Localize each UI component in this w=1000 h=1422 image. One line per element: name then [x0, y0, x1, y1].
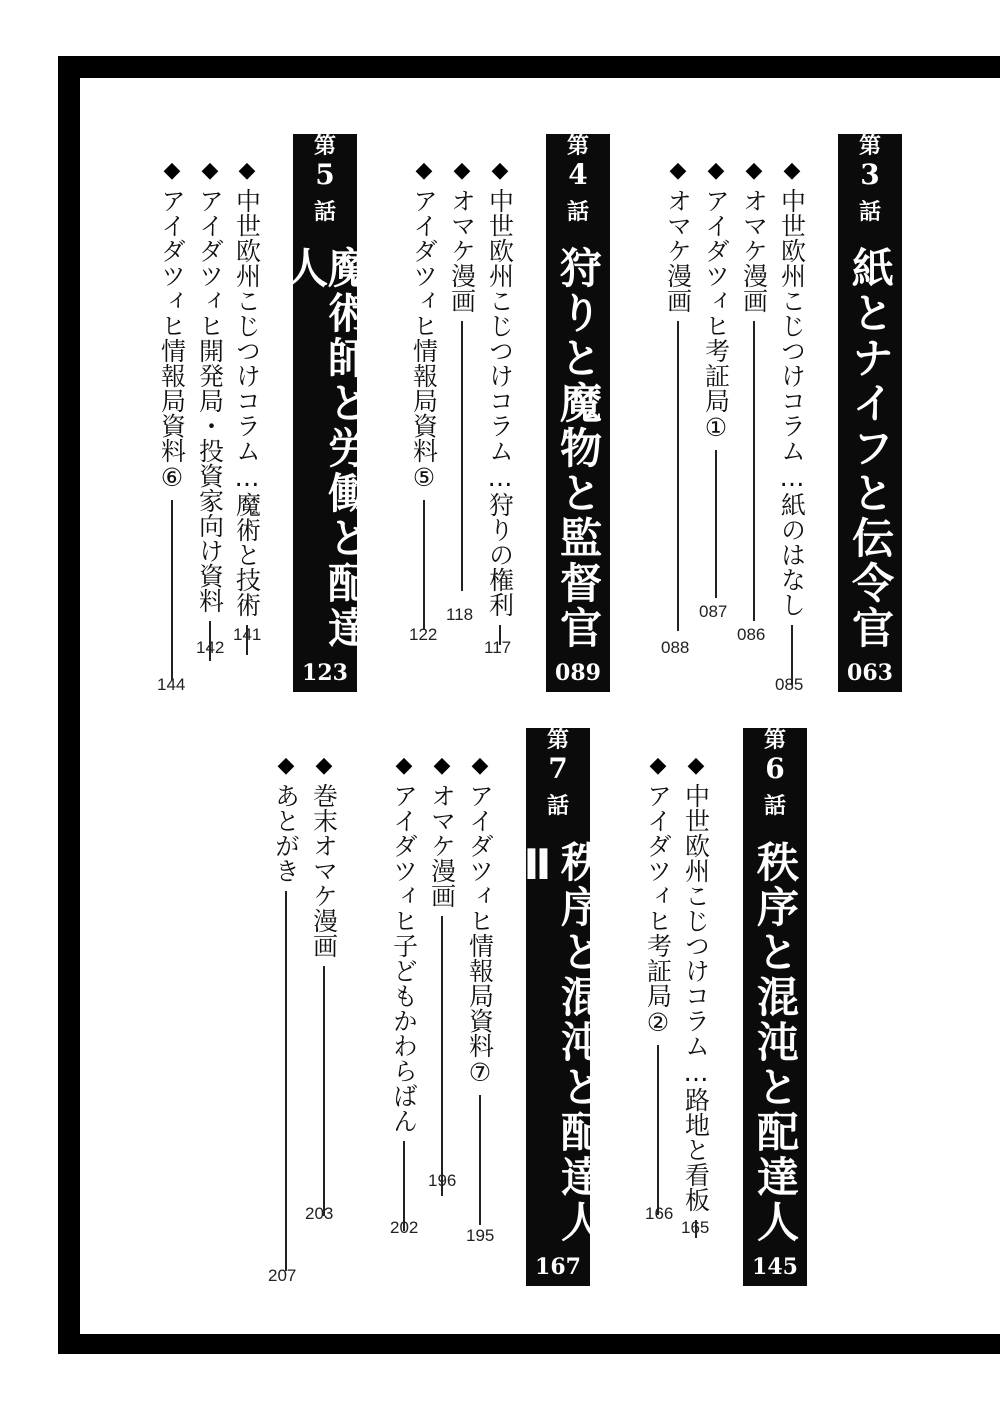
diamond-icon: ◆ [163, 158, 181, 183]
entry-label: 中世欧州こじつけコラム…狩りの権利 [485, 188, 515, 617]
diamond-icon: ◆ [471, 753, 489, 778]
entry-page: 117 [484, 638, 512, 657]
chapter-page: 089 [555, 660, 601, 686]
chapter-3-bar[interactable] [838, 134, 902, 692]
entry-page: 087 [699, 602, 728, 621]
leader-line [715, 450, 717, 598]
chapter-title: 魔術師と労働と配達人 [280, 246, 371, 651]
entry-page: 088 [661, 638, 690, 657]
entry-label: アイダツィヒ情報局資料⑤ [409, 188, 439, 492]
leader-line [323, 966, 325, 1216]
toc-entry[interactable] [155, 160, 189, 680]
chapter-page: 167 [535, 1254, 581, 1280]
diamond-icon: ◆ [669, 158, 687, 183]
chapter-title: 秩序と混沌と配達人 [751, 840, 800, 1245]
entry-page: 122 [409, 625, 438, 644]
entry-label: アイダツィヒ考証局② [643, 783, 673, 1037]
entry-label: 中世欧州こじつけコラム…魔術と技術 [232, 188, 262, 617]
entry-label: 中世欧州こじつけコラム…路地と看板 [681, 783, 711, 1212]
chapter-prefix: 第 [546, 727, 569, 753]
entry-page: 202 [390, 1218, 419, 1237]
leader-line [285, 891, 287, 1271]
toc-entry[interactable] [775, 160, 809, 685]
chapter-suffix: 話 [858, 199, 881, 225]
chapter-title: 紙とナイフと伝令官 [846, 246, 895, 651]
toc-entry[interactable] [661, 160, 695, 631]
diamond-icon: ◆ [783, 158, 801, 183]
entry-page: 086 [737, 625, 766, 644]
toc-entry[interactable] [699, 160, 733, 598]
chapter-prefix: 第 [313, 133, 336, 159]
entry-page: 141 [233, 625, 262, 644]
toc-entry[interactable] [641, 755, 675, 1215]
entry-page: 144 [157, 675, 186, 694]
toc-entry[interactable] [425, 755, 459, 1196]
diamond-icon: ◆ [395, 753, 413, 778]
chapter-5-bar[interactable] [280, 133, 371, 692]
entry-page: 207 [268, 1266, 297, 1285]
entry-label: オマケ漫画 [739, 188, 769, 313]
leader-line [171, 500, 173, 680]
entry-label: 巻末オマケ漫画 [309, 783, 339, 958]
diamond-icon: ◆ [745, 158, 763, 183]
entry-label: アイダツィヒ開発局・投資家向け資料 [195, 188, 225, 613]
diamond-icon: ◆ [649, 753, 667, 778]
diamond-icon: ◆ [453, 158, 471, 183]
chapter-7-bar[interactable] [513, 727, 604, 1286]
entry-page: 196 [428, 1171, 457, 1190]
toc-entry[interactable] [679, 755, 713, 1238]
diamond-icon: ◆ [277, 753, 295, 778]
entry-label: オマケ漫画 [447, 188, 477, 313]
entry-page: 203 [305, 1204, 334, 1223]
entry-label: アイダツィヒ考証局① [701, 188, 731, 442]
chapter-page: 145 [752, 1254, 798, 1280]
toc-entry[interactable] [407, 160, 441, 630]
leader-line [461, 321, 463, 591]
chapter-4-bar[interactable] [546, 134, 610, 692]
entry-page: 165 [681, 1218, 710, 1237]
diamond-icon: ◆ [201, 158, 219, 183]
entry-label: あとがき [271, 783, 301, 883]
toc-entry[interactable] [387, 755, 421, 1231]
toc-entry[interactable] [737, 160, 771, 621]
entry-page: 142 [196, 638, 225, 657]
entry-label: 中世欧州こじつけコラム…紙のはなし [777, 188, 807, 617]
chapter-number: 5 [315, 158, 335, 191]
leader-line [423, 500, 425, 630]
chapter-number: 4 [568, 158, 588, 191]
entry-page: 166 [645, 1204, 674, 1223]
chapter-suffix: 話 [313, 199, 336, 225]
entry-page: 085 [775, 675, 804, 694]
chapter-suffix: 話 [566, 199, 589, 225]
diamond-icon: ◆ [707, 158, 725, 183]
toc-entry[interactable] [307, 755, 341, 1216]
leader-line [657, 1045, 659, 1215]
entry-label: アイダツィヒ子どもかわらばん [389, 783, 419, 1133]
diamond-icon: ◆ [315, 753, 333, 778]
chapter-title: 狩りと魔物と監督官 [554, 246, 603, 651]
entry-label: アイダツィヒ情報局資料⑦ [465, 783, 495, 1087]
chapter-number: 6 [765, 752, 785, 785]
chapter-suffix: 話 [763, 793, 786, 819]
toc-entry[interactable] [463, 755, 497, 1225]
diamond-icon: ◆ [687, 753, 705, 778]
chapter-title: 秩序と混沌と配達人Ⅱ [513, 840, 604, 1245]
entry-page: 195 [466, 1226, 495, 1245]
diamond-icon: ◆ [415, 158, 433, 183]
chapter-prefix: 第 [566, 133, 589, 159]
entry-page: 118 [446, 605, 474, 624]
chapter-prefix: 第 [763, 727, 786, 753]
chapter-number: 7 [548, 752, 568, 785]
leader-line [479, 1095, 481, 1225]
leader-line [753, 321, 755, 621]
chapter-suffix: 話 [546, 793, 569, 819]
entry-label: オマケ漫画 [663, 188, 693, 313]
toc-entry[interactable] [445, 160, 479, 591]
toc-entry[interactable] [269, 755, 303, 1271]
chapter-prefix: 第 [858, 133, 881, 159]
leader-line [677, 321, 679, 631]
chapter-6-bar[interactable] [743, 728, 807, 1286]
entry-label: アイダツィヒ情報局資料⑥ [157, 188, 187, 492]
diamond-icon: ◆ [491, 158, 509, 183]
toc-entry[interactable] [483, 160, 517, 645]
chapter-number: 3 [860, 158, 880, 191]
chapter-page: 063 [847, 660, 893, 686]
chapter-page: 123 [302, 660, 348, 686]
leader-line [441, 916, 443, 1196]
toc-entry[interactable] [230, 160, 264, 655]
entry-label: オマケ漫画 [427, 783, 457, 908]
diamond-icon: ◆ [433, 753, 451, 778]
diamond-icon: ◆ [238, 158, 256, 183]
toc-entry[interactable] [193, 160, 227, 661]
